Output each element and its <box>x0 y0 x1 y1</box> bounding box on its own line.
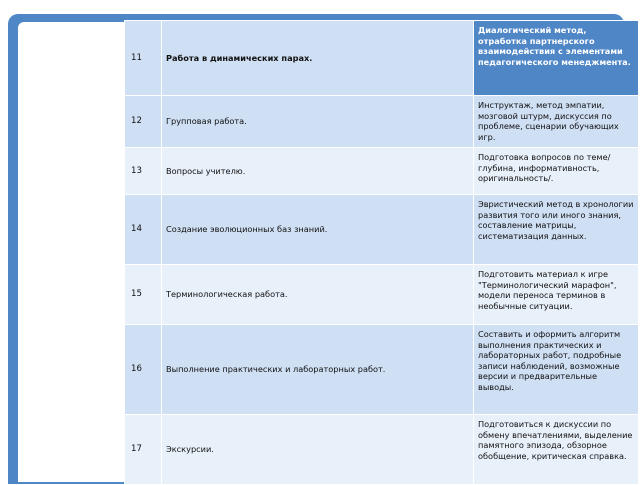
table-row <box>125 325 639 415</box>
row-number: 12 <box>125 96 162 148</box>
method-cell: Диалогический метод, отработка партнерского взаимодействия с элементами педагогического менеджмента. <box>474 21 639 96</box>
work-form-cell: Выполнение практических и лабораторных работ. <box>162 325 474 415</box>
method-cell: Подготовиться к дискуссии по обмену впечатлениями, выделение памятного эпизода, обзорное обобщение, критическая справка. <box>474 415 639 485</box>
method-cell: Составить и оформить алгоритм выполнения практических и лабораторных работ, подробные записи наблюдений, возможные версии и предварительные выводы. <box>474 325 639 415</box>
work-form-cell: Работа в динамических парах. <box>162 21 474 96</box>
row-number: 11 <box>125 21 162 96</box>
work-form-cell: Экскурсии. <box>162 415 474 485</box>
method-cell: Подготовка вопросов по теме/ глубина, информативность, оригинальность/. <box>474 148 639 195</box>
table-row <box>125 195 639 265</box>
table-row <box>125 265 639 325</box>
work-form-cell: Создание эволюционных баз знаний. <box>162 195 474 265</box>
table-row <box>125 415 639 485</box>
row-number: 15 <box>125 265 162 325</box>
work-form-cell: Групповая работа. <box>162 96 474 148</box>
method-cell: Инструктаж, метод эмпатии, мозговой штурм, дискуссия по проблеме, сценарии обучающих игр. <box>474 96 639 148</box>
row-number: 16 <box>125 325 162 415</box>
table-row <box>125 21 639 96</box>
row-number: 14 <box>125 195 162 265</box>
table-row <box>125 148 639 195</box>
row-number: 17 <box>125 415 162 485</box>
work-form-cell: Терминологическая работа. <box>162 265 474 325</box>
method-cell: Эвристический метод в хронологии развития того или иного знания, составление матрицы, систематизация данных. <box>474 195 639 265</box>
methods-table <box>124 20 639 485</box>
table-row <box>125 96 639 148</box>
row-number: 13 <box>125 148 162 195</box>
work-form-cell: Вопросы учителю. <box>162 148 474 195</box>
method-cell: Подготовить материал к игре "Терминологический марафон", модели переноса терминов в необычные ситуации. <box>474 265 639 325</box>
